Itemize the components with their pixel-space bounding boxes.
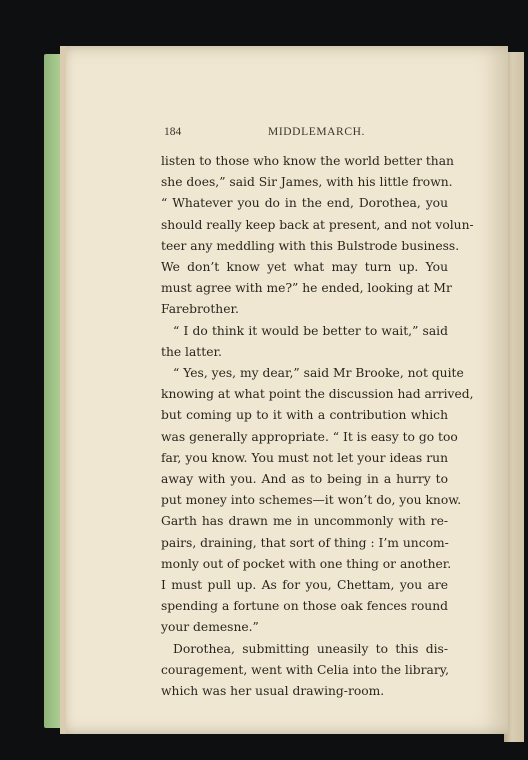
text-line: knowing at what point the discussion had arrived, (161, 387, 474, 402)
text-line: Garth has drawn me in uncommonly with re- (161, 514, 448, 529)
text-line: the latter. (161, 344, 222, 359)
text-line: but coming up to it with a contribution which (161, 408, 448, 423)
text-line: “ Whatever you do in the end, Dorothea, you (161, 196, 448, 211)
body-text (161, 151, 474, 702)
text-line: must agree with me?” he ended, looking at Mr (161, 281, 452, 296)
text-line: your demesne.” (161, 620, 259, 635)
text-line: away with you. And as to being in a hurry to (161, 472, 448, 487)
text-line: couragement, went with Celia into the library, (161, 662, 449, 677)
text-line: spending a fortune on those oak fences round (161, 599, 448, 614)
text-line: teer any meddling with this Bulstrode business. (161, 238, 460, 253)
text-line: should really keep back at present, and not volun- (161, 217, 474, 232)
page-number: 184 (164, 126, 182, 138)
text-line: “ I do think it would be better to wait,” said (173, 323, 448, 338)
text-line: far, you know. You must not let your ideas run (161, 450, 448, 465)
text-line: We don’t know yet what may turn up. You (161, 260, 448, 275)
text-line: she does,” said Sir James, with his little frown. (161, 175, 453, 190)
text-line: monly out of pocket with one thing or another. (161, 556, 452, 571)
text-line: Farebrother. (161, 302, 239, 317)
text-line: pairs, draining, that sort of thing : I’m uncom- (161, 535, 449, 550)
page-header (164, 126, 448, 142)
text-line: which was her usual drawing-room. (161, 684, 385, 699)
text-line: was generally appropriate. “ It is easy to go too (161, 429, 458, 444)
text-line: listen to those who know the world better than (161, 154, 454, 168)
text-line: Dorothea, submitting uneasily to this dis- (173, 641, 448, 656)
text-line: I must pull up. As for you, Chettam, you are (161, 578, 448, 593)
text-line: “ Yes, yes, my dear,” said Mr Brooke, not quite (173, 366, 464, 381)
running-title: MIDDLEMARCH. (268, 126, 365, 138)
text-line: put money into schemes—it won’t do, you know. (161, 493, 462, 508)
